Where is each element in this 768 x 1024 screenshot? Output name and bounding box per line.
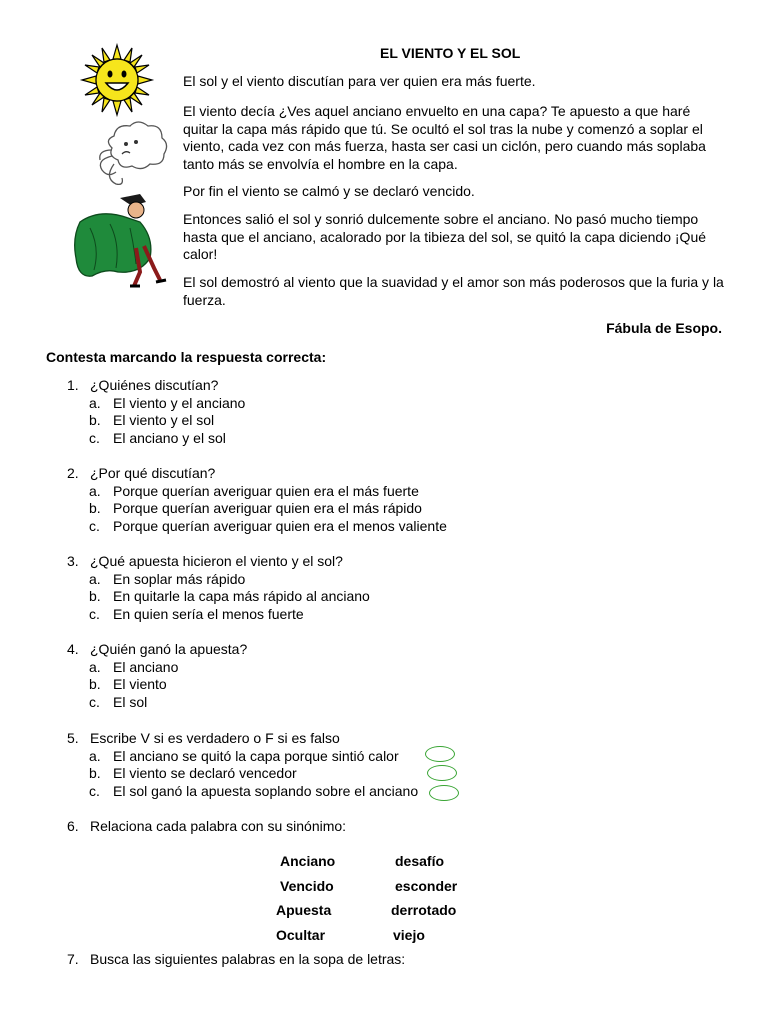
synonym-word[interactable]: Vencido bbox=[280, 878, 334, 894]
question-number: 1. bbox=[67, 377, 79, 393]
question-number: 5. bbox=[67, 730, 79, 746]
synonym-match[interactable]: esconder bbox=[395, 878, 458, 894]
question-number: 7. bbox=[67, 951, 79, 967]
synonym-word[interactable]: Apuesta bbox=[276, 902, 332, 918]
synonym-match[interactable]: viejo bbox=[393, 927, 425, 943]
synonym-word[interactable]: Anciano bbox=[280, 853, 336, 869]
answer-oval-a[interactable] bbox=[425, 746, 455, 762]
question-number: 3. bbox=[67, 553, 79, 569]
instructions: Contesta marcando la respuesta correcta: bbox=[46, 349, 327, 365]
question-text: ¿Qué apuesta hicieron el viento y el sol? bbox=[90, 553, 343, 569]
sun-illustration bbox=[80, 43, 154, 117]
question-number: 6. bbox=[67, 818, 79, 834]
synonym-match[interactable]: desafío bbox=[395, 853, 445, 869]
story-paragraph-5: El sol demostró al viento que la suavidad y el amor son más poderosos que la furia y la fuerza. bbox=[183, 274, 724, 308]
question-text: ¿Por qué discutían? bbox=[90, 465, 216, 481]
question-number: 4. bbox=[67, 641, 79, 657]
answer-oval-c[interactable] bbox=[429, 785, 459, 801]
story-paragraph-4: Entonces salió el sol y sonrió dulcemente sobre el anciano. No pasó mucho tiempo hasta que el anciano, acalorado por la tibieza del sol, se quitó la capa diciendo ¡Qué calor! bbox=[183, 211, 707, 262]
story-paragraph-2: El viento decía ¿Ves aquel anciano envuelto en una capa? Te apuesto a que haré quitar la capa más rápido que tú. Se ocultó el sol tras la nube y comenzó a soplar el viento, cada vez con más fuerza, hasta ser casi un ciclón, pero cuando más soplaba tanto más se envolvía el hombre en la capa. bbox=[183, 103, 706, 172]
old-man-cape-illustration bbox=[70, 188, 175, 288]
synonym-word[interactable]: Ocultar bbox=[276, 927, 326, 943]
question-text: Relaciona cada palabra con su sinónimo: bbox=[90, 818, 347, 834]
story-paragraph-1: El sol y el viento discutían para ver quien era más fuerte. bbox=[183, 73, 536, 89]
story-author: Fábula de Esopo. bbox=[606, 320, 722, 336]
question-text: Busca las siguientes palabras en la sopa de letras: bbox=[90, 951, 406, 967]
wind-cloud-illustration bbox=[92, 120, 172, 188]
answer-oval-b[interactable] bbox=[427, 765, 457, 781]
worksheet-page: EL VIENTO Y EL SOL El sol y el viento discutían para ver quien era más fuerte. El viento decía ¿Ves aquel anciano envuelto en una capa? Te apuesto a que haré quitar la capa más rápido que tú. Se ocultó el sol tras la nube y comenzó a soplar el viento, cada vez con más fuerza, hasta ser casi un ciclón, pero cuando más soplaba tanto más se envolvía el hombre en la capa. Por fin el viento se calmó y se declaró vencido. Entonces salió el sol y sonrió dulcemente sobre el anciano. No pasó mucho tiempo hasta que el anciano, acalorado por la tibieza del sol, se quitó la capa diciendo ¡Qué calor! El sol demostró al viento que la suavidad y el amor son más poderosos que la furia y la fuerza. Fábula de Esopo. Contesta marcando la respuesta correcta: 1. ¿Quiénes discutían? a. El viento y el anciano b. El viento y el sol c. El anciano y el sol 2. ¿Por qué discutían? a. Porque querían averiguar quien era el más fuerte b. Porque querían averiguar quien era el más rápido c. Porque querían averiguar quien era el menos valiente 3. ¿Qué apuesta hicieron el viento y el sol? a. En soplar más rápido b. En quitarle la capa más rápido al anciano c. En quien sería el menos fuerte 4. ¿Quién ganó la apuesta? a. El anciano b. El viento c. El sol 5. Escribe V si es verdadero o F si es falso a. El anciano se quitó la capa porque sintió calor b. El viento se declaró vencedor c. El sol ganó la apuesta soplando sobre el anciano 6. Relaciona cada palabra con su sinónimo: Anciano Vencido Apuesta Ocultar desafío esconder derrotado viejo 7. Busca las siguientes palabras en la sopa de letras: bbox=[0, 0, 768, 1024]
question-text: ¿Quién ganó la apuesta? bbox=[90, 641, 248, 657]
story-paragraph-3: Por fin el viento se calmó y se declaró vencido. bbox=[183, 183, 475, 199]
question-text: ¿Quiénes discutían? bbox=[90, 377, 219, 393]
question-text: Escribe V si es verdadero o F si es falso bbox=[90, 730, 340, 746]
synonym-match[interactable]: derrotado bbox=[391, 902, 457, 918]
story-title: EL VIENTO Y EL SOL bbox=[380, 45, 521, 61]
question-number: 2. bbox=[67, 465, 79, 481]
